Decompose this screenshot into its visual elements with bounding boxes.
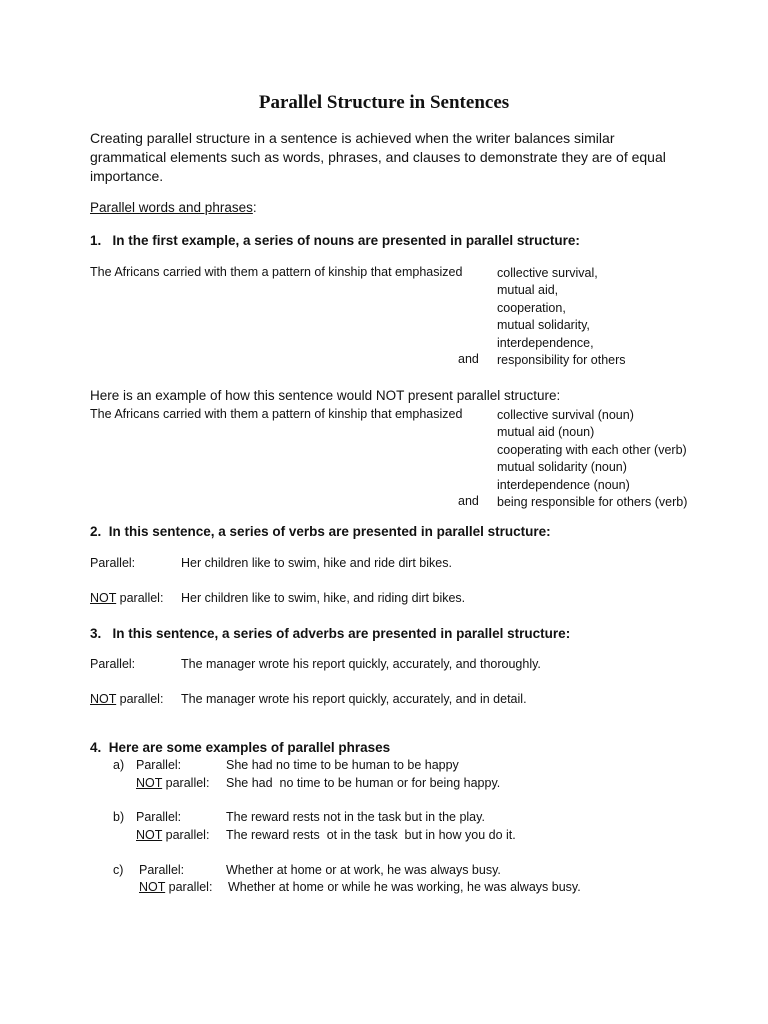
- example-4b-not-label: [136, 828, 209, 842]
- not-word: NOT: [136, 776, 163, 790]
- example-3-not-text: The manager wrote his report quickly, accurately, and in detail.: [181, 692, 527, 706]
- not-word: NOT: [90, 692, 117, 706]
- example-4a-parallel-text: She had no time to be human to be happy: [226, 758, 459, 772]
- example-1-not-list: [497, 407, 687, 511]
- example-2-not-label: [90, 591, 163, 605]
- example-1-sentence: The Africans carried with them a pattern of kinship that emphasized: [90, 265, 463, 279]
- example-4a-marker: a): [113, 758, 125, 772]
- list-item: collective survival (noun): [497, 408, 634, 422]
- intro-paragraph: Creating parallel structure in a sentence is achieved when the writer balances similar grammatical elements such as words, phrases, and clauses to demonstrate they are of equal importance.: [90, 130, 666, 184]
- example-3-parallel-label: Parallel:: [90, 657, 136, 671]
- example-2-parallel-text: Her children like to swim, hike and ride dirt bikes.: [181, 556, 452, 570]
- not-rest: parallel:: [162, 828, 210, 842]
- example-1-heading: 1. In the first example, a series of nouns are presented in parallel structure:: [90, 233, 580, 248]
- example-4-heading: 4. Here are some examples of parallel phrases: [90, 740, 391, 755]
- example-4a-not-text: She had no time to be human or for being happy.: [226, 776, 501, 790]
- list-item: mutual aid,: [497, 283, 559, 298]
- list-item: cooperating with each other (verb): [497, 442, 687, 457]
- example-4c-not-label: [139, 880, 212, 894]
- example-3-heading: 3. In this sentence, a series of adverbs are presented in parallel structure:: [90, 626, 571, 641]
- not-rest: parallel:: [116, 591, 164, 605]
- example-4b-not-text: The reward rests ot in the task but in how you do it.: [226, 828, 516, 842]
- example-4c-parallel-label: Parallel:: [139, 863, 185, 877]
- example-1-not-intro: Here is an example of how this sentence would NOT present parallel structure:: [90, 388, 561, 403]
- list-item: responsibility for others: [497, 353, 626, 368]
- list-item: mutual aid (noun): [497, 425, 595, 440]
- example-4b-marker: b): [113, 810, 125, 824]
- page-title: Parallel Structure in Sentences: [258, 92, 510, 113]
- section-heading: [90, 200, 257, 215]
- example-1-not-sentence: The Africans carried with them a pattern of kinship that emphasized: [90, 407, 463, 421]
- example-1-not-and: and: [458, 494, 479, 508]
- section-heading-text: Parallel words and phrases: [90, 200, 253, 215]
- example-3-not-label: [90, 692, 163, 706]
- list-item: interdependence,: [497, 335, 594, 350]
- example-3-parallel-text: The manager wrote his report quickly, accurately, and thoroughly.: [181, 657, 541, 671]
- list-item: cooperation,: [497, 300, 566, 315]
- example-4c-marker: c): [113, 863, 124, 877]
- not-rest: parallel:: [116, 692, 164, 706]
- example-1-noun-list: [497, 265, 626, 369]
- example-4a-not-label: [136, 776, 209, 790]
- not-rest: parallel:: [165, 880, 213, 894]
- example-2-not-text: Her children like to swim, hike, and riding dirt bikes.: [181, 591, 466, 605]
- example-4b-parallel-text: The reward rests not in the task but in the play.: [226, 810, 485, 824]
- example-1-and: and: [458, 352, 479, 366]
- example-4a-parallel-label: Parallel:: [136, 758, 182, 772]
- list-item: mutual solidarity (noun): [497, 460, 627, 475]
- example-4b-parallel-label: Parallel:: [136, 810, 182, 824]
- not-rest: parallel:: [162, 776, 210, 790]
- not-word: NOT: [139, 880, 166, 894]
- example-2-parallel-label: Parallel:: [90, 556, 136, 570]
- list-item: collective survival,: [497, 266, 598, 280]
- section-heading-colon: :: [252, 200, 257, 215]
- list-item: mutual solidarity,: [497, 318, 590, 333]
- example-4c-parallel-text: Whether at home or at work, he was always busy.: [226, 863, 501, 877]
- list-item: being responsible for others (verb): [497, 495, 688, 510]
- not-word: NOT: [90, 591, 117, 605]
- example-4c-not-text: Whether at home or while he was working, he was always busy.: [228, 880, 581, 894]
- example-2-heading: 2. In this sentence, a series of verbs are presented in parallel structure:: [90, 524, 551, 539]
- list-item: interdependence (noun): [497, 477, 630, 492]
- not-word: NOT: [136, 828, 163, 842]
